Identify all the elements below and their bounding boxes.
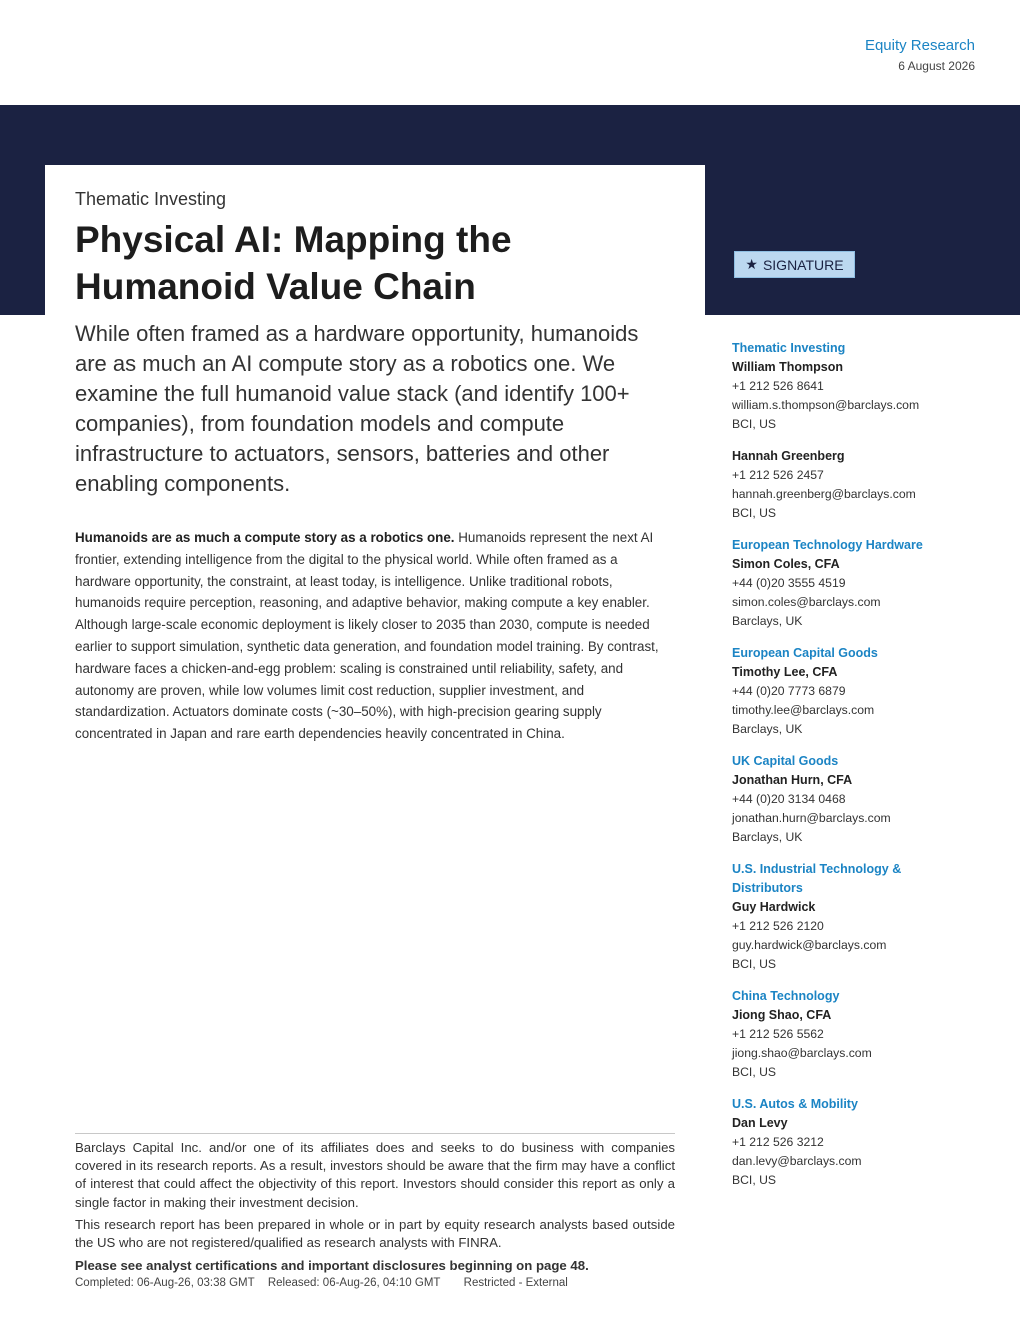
analyst-email[interactable]: dan.levy@barclays.com: [732, 1154, 862, 1168]
analyst-group-title: European Capital Goods: [732, 646, 878, 660]
analyst-name: Dan Levy: [732, 1116, 788, 1130]
analyst-group-title: European Technology Hardware: [732, 538, 923, 552]
analyst-block: [732, 644, 972, 739]
disclaimer-finra: This research report has been prepared in whole or in part by equity research analysts based outside the US who are not registered/qualified as research analysts with FINRA.: [75, 1216, 675, 1251]
analyst-name: Guy Hardwick: [732, 900, 816, 914]
analyst-name: Hannah Greenberg: [732, 449, 845, 463]
analyst-block: [732, 860, 972, 974]
analyst-phone: +1 212 526 2120: [732, 919, 824, 933]
report-meta: [75, 1277, 675, 1289]
summary-body: Humanoids represent the next AI frontier, extending intelligence from the digital to the physical world. While often framed as a hardware opportunity, the constraint, at least today, is intelligence. Unlike traditional robots, humanoids require perception, reasoning, and adaptive behavior, making compute a key enabler. Although large-scale economic deployment is likely closer to 2035 than 2030, compute is needed earlier to support simulation, synthetic data generation, and foundation model training. By contrast, hardware faces a chicken-and-egg problem: scaling is constrained until reliability, safety, and autonomy are proven, while low volumes limit cost reduction, supplier investment, and standardization. Actuators dominate costs (~30–50%), with high-precision gearing supply concentrated in Japan and rare earth dependencies heavily concentrated in China.: [75, 530, 659, 742]
analyst-entity: BCI, US: [732, 957, 777, 971]
analyst-name: Simon Coles, CFA: [732, 557, 840, 571]
disclosures-notice: Please see analyst certifications and important disclosures beginning on page 48.: [75, 1258, 589, 1274]
analyst-email[interactable]: jonathan.hurn@barclays.com: [732, 811, 891, 825]
analyst-email[interactable]: jiong.shao@barclays.com: [732, 1046, 872, 1060]
analyst-entity: Barclays, UK: [732, 722, 803, 736]
analyst-block: [732, 536, 972, 631]
analyst-phone: +44 (0)20 3134 0468: [732, 792, 846, 806]
analyst-block: [732, 447, 972, 523]
analyst-email[interactable]: hannah.greenberg@barclays.com: [732, 487, 916, 501]
analyst-email[interactable]: guy.hardwick@barclays.com: [732, 938, 887, 952]
disclaimer: [75, 1133, 675, 1289]
report-header: [865, 37, 975, 73]
report-title: Physical AI: Mapping the Humanoid Value Chain: [75, 219, 512, 307]
signature-label: SIGNATURE: [762, 256, 844, 273]
analyst-block: [732, 752, 972, 847]
analyst-phone: +1 212 526 3212: [732, 1135, 824, 1149]
analyst-email[interactable]: william.s.thompson@barclays.com: [732, 398, 920, 412]
signature-badge: [734, 251, 855, 278]
analyst-phone: +44 (0)20 3555 4519: [732, 576, 846, 590]
analyst-entity: Barclays, UK: [732, 830, 803, 844]
report-subtitle: While often framed as a hardware opportunity, humanoids are as much an AI compute story as a robotics one. We examine the full humanoid value stack (and identify 100+ companies), from foundation models and compute infrastructure to actuators, sensors, batteries and other enabling components.: [75, 321, 639, 496]
analyst-group-title: Thematic Investing: [732, 341, 846, 355]
analyst-name: William Thompson: [732, 360, 843, 374]
analyst-name: Timothy Lee, CFA: [732, 665, 838, 679]
analyst-name: Jiong Shao, CFA: [732, 1008, 832, 1022]
analyst-group-title: UK Capital Goods: [732, 754, 839, 768]
released-time: Released: 06-Aug-26, 04:10 GMT: [267, 1277, 441, 1290]
department-label: Equity Research: [864, 37, 975, 54]
analyst-entity: BCI, US: [732, 1173, 777, 1187]
analyst-block: [732, 1095, 972, 1190]
analyst-block: [732, 339, 972, 434]
analyst-group-title: U.S. Autos & Mobility: [732, 1097, 858, 1111]
restriction-label: Restricted - External: [463, 1277, 568, 1290]
analyst-phone: +1 212 526 2457: [732, 468, 824, 482]
analyst-phone: +44 (0)20 7773 6879: [732, 684, 846, 698]
summary-paragraph: [75, 527, 675, 745]
analyst-entity: Barclays, UK: [732, 614, 803, 628]
analyst-group-title: China Technology: [732, 989, 840, 1003]
report-category: Thematic Investing: [75, 189, 227, 209]
analyst-email[interactable]: timothy.lee@barclays.com: [732, 703, 875, 717]
analyst-name: Jonathan Hurn, CFA: [732, 773, 853, 787]
disclaimer-conflict: Barclays Capital Inc. and/or one of its affiliates does and seeks to do business with companies covered in its research reports. As a result, investors should be aware that the firm may have a conflict of interest that could affect the objectivity of this report. Investors should consider this report as only a single factor in making their investment decision.: [75, 1140, 675, 1210]
analyst-entity: BCI, US: [732, 506, 777, 520]
analyst-phone: +1 212 526 8641: [732, 379, 824, 393]
star-icon: ★: [745, 256, 758, 272]
analyst-block: [732, 987, 972, 1082]
analyst-phone: +1 212 526 5562: [732, 1027, 824, 1041]
analyst-sidebar: [732, 339, 972, 1203]
analyst-email[interactable]: simon.coles@barclays.com: [732, 595, 881, 609]
report-date: 6 August 2026: [898, 59, 975, 73]
analyst-entity: BCI, US: [732, 1065, 777, 1079]
completed-time: Completed: 06-Aug-26, 03:38 GMT: [75, 1277, 255, 1290]
analyst-group-title: U.S. Industrial Technology & Distributors: [732, 862, 902, 895]
analyst-entity: BCI, US: [732, 417, 777, 431]
summary-lead: Humanoids are as much a compute story as a robotics one.: [75, 530, 455, 545]
